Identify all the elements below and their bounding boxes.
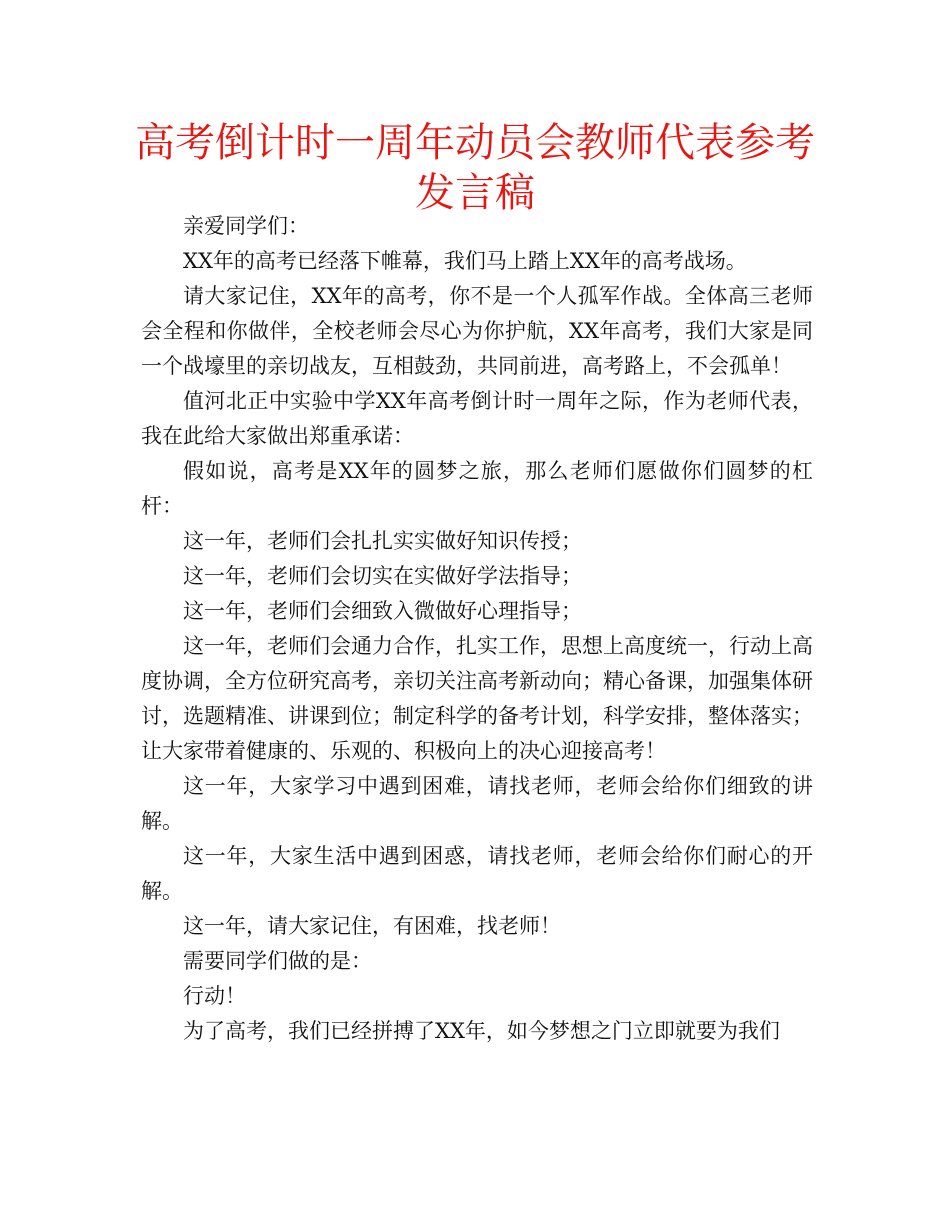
- paragraph: 这一年，老师们会细致入微做好心理指导；: [183, 599, 582, 623]
- paragraph: 这一年，老师们会通力合作，扎实工作，思想上高度统一，行动上高度协调，全方位研究高考，亲切关注高考新动向；精心备课，加强集体研讨，选题精准、讲课到位；制定科学的备考计划，科学安排，整体落实；让大家带着健康的、乐观的、积极向上的决心迎接高考！: [141, 634, 813, 763]
- paragraph: 需要同学们做的是：: [183, 949, 372, 973]
- paragraph: 这一年，大家生活中遇到困惑，请找老师，老师会给你们耐心的开解。: [141, 844, 813, 903]
- paragraph: 这一年，老师们会切实在实做好学法指导；: [183, 564, 582, 588]
- paragraph: 这一年，请大家记住，有困难，找老师！: [183, 914, 561, 938]
- paragraph: 为了高考，我们已经拼搏了XX年，如今梦想之门立即就要为我们: [183, 1019, 780, 1043]
- paragraph: 这一年，大家学习中遇到困难，请找老师，老师会给你们细致的讲解。: [141, 774, 813, 833]
- paragraph: 值河北正中实验中学XX年高考倒计时一周年之际，作为老师代表，我在此给大家做出郑重承诺：: [141, 389, 813, 448]
- document-title: 高考倒计时一周年动员会教师代表参考发言稿: [135, 120, 815, 216]
- paragraph: XX年的高考已经落下帷幕，我们马上踏上XX年的高考战场。: [183, 249, 747, 273]
- paragraph: 假如说，高考是XX年的圆梦之旅，那么老师们愿做你们圆梦的杠杆：: [141, 459, 813, 518]
- paragraph: 这一年，老师们会扎扎实实做好知识传授；: [183, 529, 582, 553]
- paragraph: 行动！: [183, 984, 246, 1008]
- paragraph: 亲爱同学们：: [183, 214, 309, 238]
- document-body: [141, 209, 813, 1049]
- paragraph: 请大家记住，XX年的高考，你不是一个人孤军作战。全体高三老师会全程和你做伴，全校老师会尽心为你护航，XX年高考，我们大家是同一个战壕里的亲切战友，互相鼓劲，共同前进，高考路上，不会孤单！: [141, 284, 813, 378]
